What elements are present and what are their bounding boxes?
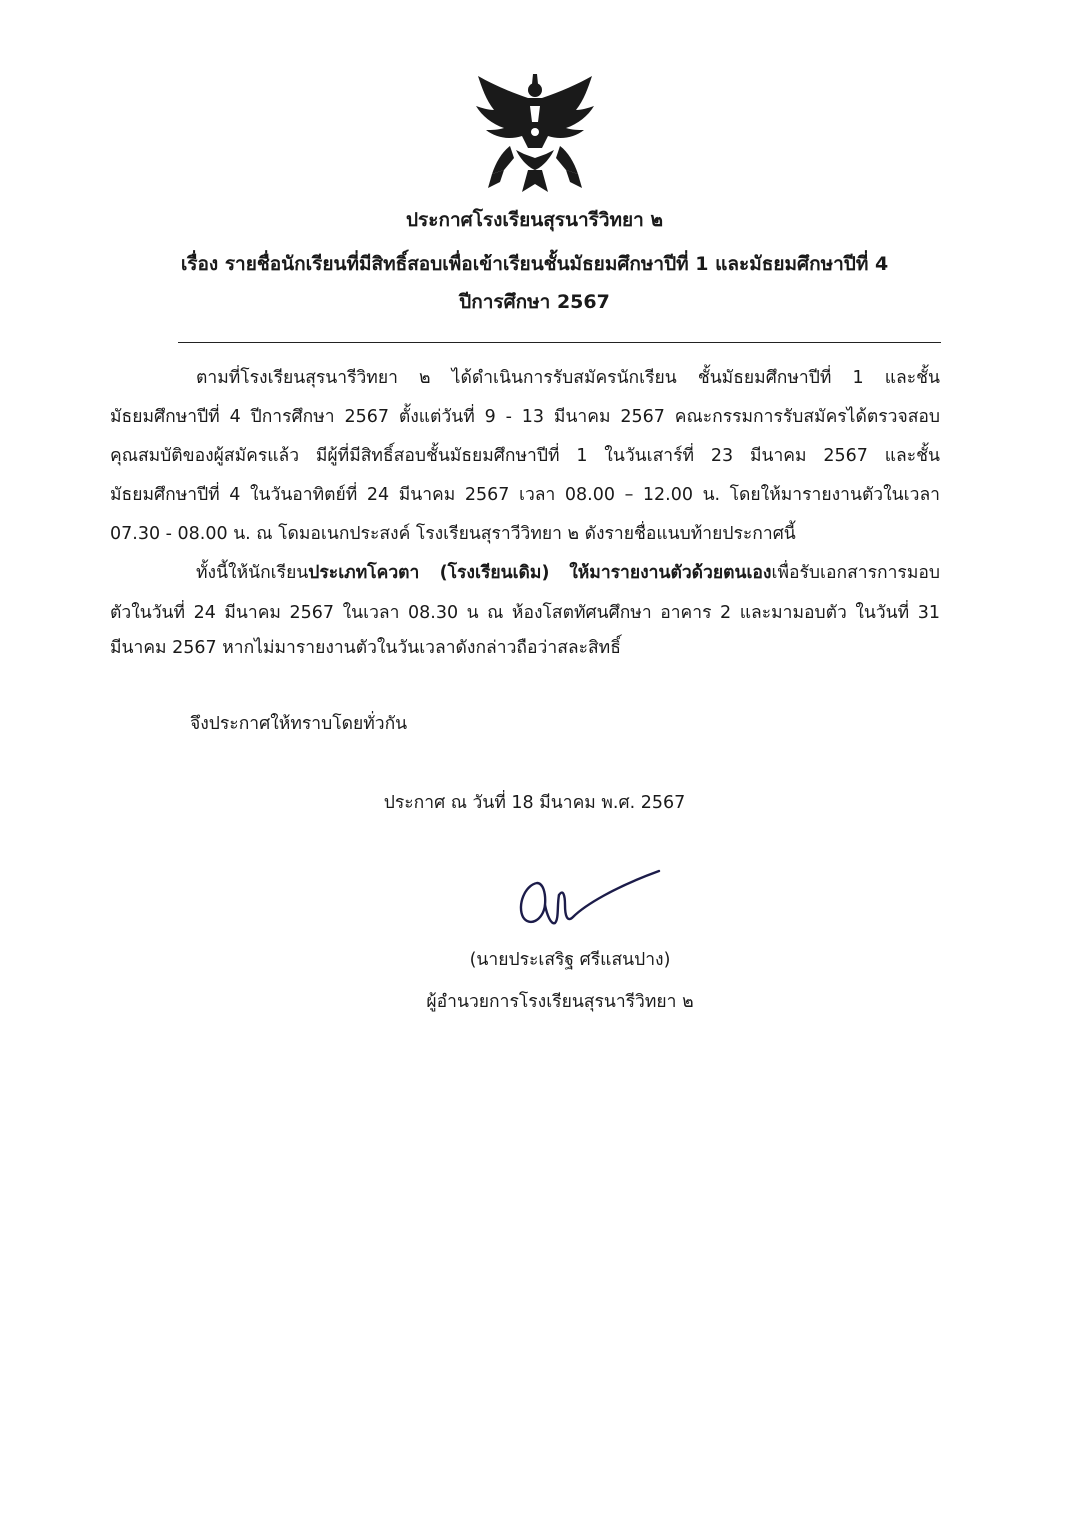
signer-name: (นายประเสริฐ ศรีแสนปาง)	[469, 950, 671, 970]
paragraph2-line1-mid	[549, 563, 569, 583]
paragraph1-line3: คุณสมบัติของผู้สมัครแล้ว มีผู้ที่มีสิทธิ์สอบชั้นมัธยมศึกษาปีที่ 1 ในวันเสาร์ที่ 23 มีนาคม 2567 และชั้น	[110, 446, 940, 466]
paragraph1-line4: มัธยมศึกษาปีที่ 4 ในวันอาทิตย์ที่ 24 มีนาคม 2567 เวลา 08.00 – 12.00 น. โดยให้มารายงานตัวในเวลา	[110, 485, 940, 505]
paragraph2-line1-pre: ทั้งนี้ให้นักเรียน	[196, 563, 309, 583]
paragraph2-line3: มีนาคม 2567 หากไม่มารายงานตัวในวันเวลาดังกล่าวถือว่าสละสิทธิ์	[110, 638, 621, 658]
paragraph1-line2: มัธยมศึกษาปีที่ 4 ปีการศึกษา 2567 ตั้งแต่วันที่ 9 - 13 มีนาคม 2567 คณะกรรมการรับสมัครได้ตรวจสอบ	[110, 407, 940, 427]
closing-statement: จึงประกาศให้ทราบโดยทั่วกัน	[190, 714, 408, 734]
announcement-title: ประกาศโรงเรียนสุรนารีวิทยา ๒	[405, 209, 663, 231]
header-divider	[178, 342, 941, 343]
report-in-person: ให้มารายงานตัวด้วยตนเอง	[569, 563, 772, 583]
paragraph1-line5: 07.30 - 08.00 น. ณ โดมอเนกประสงค์ โรงเรียนสุราวีวิทยา ๒ ดังรายชื่อแนบท้ายประกาศนี้	[110, 524, 796, 544]
announcement-subject: เรื่อง รายชื่อนักเรียนที่มีสิทธิ์สอบเพื่อเข้าเรียนชั้นมัธยมศึกษาปีที่ 1 และมัธยมศึกษาปีที่ 4	[180, 253, 889, 275]
handwritten-signature	[515, 865, 665, 935]
paragraph2-line1	[196, 565, 940, 583]
announcement-date: ประกาศ ณ วันที่ 18 มีนาคม พ.ศ. 2567	[383, 793, 686, 813]
paragraph2-line1-post: เพื่อรับเอกสารการมอบ	[771, 563, 940, 583]
quota-type: ประเภทโควตา (โรงเรียนเดิม)	[308, 563, 550, 583]
academic-year: ปีการศึกษา 2567	[459, 291, 610, 313]
paragraph2-line2: ตัวในวันที่ 24 มีนาคม 2567 ในเวลา 08.30 น ณ ห้องโสตทัศนศึกษา อาคาร 2 และมามอบตัว ในวันที่ 31	[110, 603, 940, 623]
signer-position: ผู้อำนวยการโรงเรียนสุรนารีวิทยา ๒	[426, 992, 694, 1012]
garuda-emblem	[470, 70, 600, 195]
paragraph1-line1: ตามที่โรงเรียนสุรนารีวิทยา ๒ ได้ดำเนินการรับสมัครนักเรียน ชั้นมัธยมศึกษาปีที่ 1 และชั้น	[196, 368, 940, 388]
